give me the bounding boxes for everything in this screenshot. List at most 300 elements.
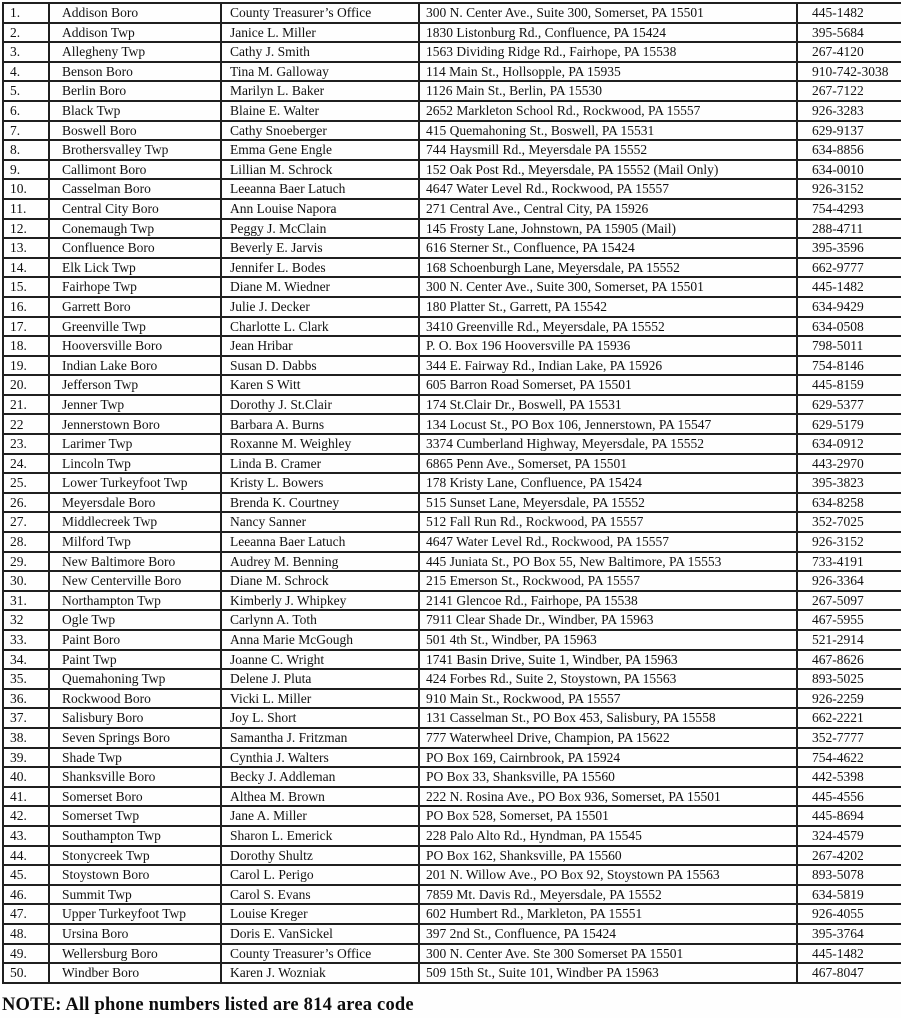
address-cell: 501 4th St., Windber, PA 15963 [419,630,797,650]
municipality-cell: Paint Boro [49,630,221,650]
municipality-cell: Hooversville Boro [49,336,221,356]
phone-cell: 445-4556 [797,787,901,807]
municipality-cell: Callimont Boro [49,160,221,180]
address-cell: PO Box 169, Cairnbrook, PA 15924 [419,748,797,768]
row-number-cell: 8. [3,140,49,160]
phone-cell: 926-3283 [797,101,901,121]
table-row [3,650,901,670]
phone-cell: 629-5377 [797,395,901,415]
row-number-cell: 47. [3,904,49,924]
municipality-cell: Brothersvalley Twp [49,140,221,160]
table-row [3,414,901,434]
municipality-cell: Summit Twp [49,885,221,905]
municipality-cell: Boswell Boro [49,121,221,141]
note-text: NOTE: All phone numbers listed are 814 area code [2,994,414,1015]
row-number-cell: 17. [3,317,49,337]
row-number-cell: 37. [3,708,49,728]
row-number-cell: 42. [3,806,49,826]
collector-name-cell: Jennifer L. Bodes [221,258,419,278]
phone-cell: 395-3596 [797,238,901,258]
phone-cell: 395-3764 [797,924,901,944]
phone-cell: 445-8159 [797,375,901,395]
address-cell: PO Box 528, Somerset, PA 15501 [419,806,797,826]
phone-cell: 926-4055 [797,904,901,924]
address-cell: 512 Fall Run Rd., Rockwood, PA 15557 [419,512,797,532]
municipality-cell: Meyersdale Boro [49,493,221,513]
collector-name-cell: Dorothy J. St.Clair [221,395,419,415]
address-cell: 228 Palo Alto Rd., Hyndman, PA 15545 [419,826,797,846]
table-row [3,219,901,239]
collector-name-cell: Barbara A. Burns [221,414,419,434]
tax-collector-table [2,2,901,984]
address-cell: 222 N. Rosina Ave., PO Box 936, Somerset, PA 15501 [419,787,797,807]
table-row [3,846,901,866]
address-cell: 178 Kristy Lane, Confluence, PA 15424 [419,473,797,493]
collector-name-cell: Jean Hribar [221,336,419,356]
row-number-cell: 38. [3,728,49,748]
municipality-cell: Southampton Twp [49,826,221,846]
municipality-cell: Quemahoning Twp [49,669,221,689]
row-number-cell: 26. [3,493,49,513]
collector-name-cell: Janice L. Miller [221,23,419,43]
table-row [3,336,901,356]
table-row [3,454,901,474]
table-row [3,258,901,278]
row-number-cell: 30. [3,571,49,591]
row-number-cell: 9. [3,160,49,180]
phone-cell: 754-4293 [797,199,901,219]
municipality-cell: Central City Boro [49,199,221,219]
row-number-cell: 7. [3,121,49,141]
row-number-cell: 29. [3,552,49,572]
address-cell: 3374 Cumberland Highway, Meyersdale, PA 15552 [419,434,797,454]
phone-cell: 893-5078 [797,865,901,885]
phone-cell: 467-8626 [797,650,901,670]
table-row [3,689,901,709]
address-cell: 114 Main St., Hollsopple, PA 15935 [419,62,797,82]
row-number-cell: 23. [3,434,49,454]
table-row [3,571,901,591]
phone-cell: 443-2970 [797,454,901,474]
table-row [3,121,901,141]
collector-name-cell: Beverly E. Jarvis [221,238,419,258]
table-row [3,748,901,768]
table-row [3,944,901,964]
address-cell: 3410 Greenville Rd., Meyersdale, PA 15552 [419,317,797,337]
collector-name-cell: Cathy J. Smith [221,42,419,62]
collector-name-cell: Anna Marie McGough [221,630,419,650]
collector-name-cell: County Treasurer’s Office [221,944,419,964]
table-row [3,3,901,23]
table-row [3,179,901,199]
address-cell: 344 E. Fairway Rd., Indian Lake, PA 15926 [419,356,797,376]
address-cell: 445 Juniata St., PO Box 55, New Baltimore, PA 15553 [419,552,797,572]
municipality-cell: Shade Twp [49,748,221,768]
phone-cell: 395-3823 [797,473,901,493]
collector-name-cell: Vicki L. Miller [221,689,419,709]
phone-cell: 267-7122 [797,81,901,101]
row-number-cell: 33. [3,630,49,650]
table-row [3,806,901,826]
collector-name-cell: Susan D. Dabbs [221,356,419,376]
phone-cell: 445-8694 [797,806,901,826]
table-row [3,473,901,493]
address-cell: 6865 Penn Ave., Somerset, PA 15501 [419,454,797,474]
collector-name-cell: Audrey M. Benning [221,552,419,572]
row-number-cell: 12. [3,219,49,239]
collector-name-cell: Jane A. Miller [221,806,419,826]
collector-name-cell: Leeanna Baer Latuch [221,179,419,199]
phone-cell: 267-4202 [797,846,901,866]
collector-name-cell: Joy L. Short [221,708,419,728]
row-number-cell: 36. [3,689,49,709]
collector-name-cell: Althea M. Brown [221,787,419,807]
address-cell: 7859 Mt. Davis Rd., Meyersdale, PA 15552 [419,885,797,905]
address-cell: 271 Central Ave., Central City, PA 15926 [419,199,797,219]
table-row [3,238,901,258]
collector-name-cell: Marilyn L. Baker [221,81,419,101]
row-number-cell: 34. [3,650,49,670]
municipality-cell: Somerset Twp [49,806,221,826]
municipality-cell: New Baltimore Boro [49,552,221,572]
table-row [3,787,901,807]
phone-cell: 634-0010 [797,160,901,180]
row-number-cell: 2. [3,23,49,43]
phone-cell: 288-4711 [797,219,901,239]
table-row [3,493,901,513]
address-cell: P. O. Box 196 Hooversville PA 15936 [419,336,797,356]
phone-cell: 352-7025 [797,512,901,532]
phone-cell: 521-2914 [797,630,901,650]
row-number-cell: 10. [3,179,49,199]
address-cell: 744 Haysmill Rd., Meyersdale PA 15552 [419,140,797,160]
municipality-cell: Upper Turkeyfoot Twp [49,904,221,924]
municipality-cell: Rockwood Boro [49,689,221,709]
address-cell: 1563 Dividing Ridge Rd., Fairhope, PA 15538 [419,42,797,62]
municipality-cell: Paint Twp [49,650,221,670]
address-cell: 134 Locust St., PO Box 106, Jennerstown, PA 15547 [419,414,797,434]
municipality-cell: Lincoln Twp [49,454,221,474]
phone-cell: 733-4191 [797,552,901,572]
table-row [3,23,901,43]
address-cell: 300 N. Center Ave., Suite 300, Somerset, PA 15501 [419,3,797,23]
collector-name-cell: Charlotte L. Clark [221,317,419,337]
phone-cell: 445-1482 [797,3,901,23]
collector-name-cell: Brenda K. Courtney [221,493,419,513]
municipality-cell: Middlecreek Twp [49,512,221,532]
address-cell: 145 Frosty Lane, Johnstown, PA 15905 (Mail) [419,219,797,239]
collector-name-cell: Joanne C. Wright [221,650,419,670]
address-cell: 1126 Main St., Berlin, PA 15530 [419,81,797,101]
address-cell: 397 2nd St., Confluence, PA 15424 [419,924,797,944]
phone-cell: 442-5398 [797,767,901,787]
municipality-cell: Seven Springs Boro [49,728,221,748]
row-number-cell: 40. [3,767,49,787]
collector-name-cell: Blaine E. Walter [221,101,419,121]
collector-name-cell: Tina M. Galloway [221,62,419,82]
table-row [3,434,901,454]
municipality-cell: Milford Twp [49,532,221,552]
row-number-cell: 16. [3,297,49,317]
phone-cell: 926-2259 [797,689,901,709]
table-row [3,610,901,630]
table-row [3,591,901,611]
address-cell: 509 15th St., Suite 101, Windber PA 15963 [419,963,797,983]
row-number-cell: 28. [3,532,49,552]
address-cell: 777 Waterwheel Drive, Champion, PA 15622 [419,728,797,748]
row-number-cell: 41. [3,787,49,807]
municipality-cell: Black Twp [49,101,221,121]
address-cell: 168 Schoenburgh Lane, Meyersdale, PA 15552 [419,258,797,278]
table-row [3,375,901,395]
address-cell: 4647 Water Level Rd., Rockwood, PA 15557 [419,532,797,552]
municipality-cell: Garrett Boro [49,297,221,317]
municipality-cell: Indian Lake Boro [49,356,221,376]
row-number-cell: 4. [3,62,49,82]
address-cell: 910 Main St., Rockwood, PA 15557 [419,689,797,709]
phone-cell: 445-1482 [797,944,901,964]
address-cell: 300 N. Center Ave., Suite 300, Somerset, PA 15501 [419,277,797,297]
table-row [3,885,901,905]
collector-name-cell: Cynthia J. Walters [221,748,419,768]
address-cell: 7911 Clear Shade Dr., Windber, PA 15963 [419,610,797,630]
phone-cell: 926-3152 [797,532,901,552]
scanned-document-page [0,2,901,1018]
collector-name-cell: Emma Gene Engle [221,140,419,160]
table-row [3,101,901,121]
municipality-cell: Ogle Twp [49,610,221,630]
phone-cell: 445-1482 [797,277,901,297]
collector-name-cell: Karen S Witt [221,375,419,395]
table-row [3,395,901,415]
row-number-cell: 35. [3,669,49,689]
collector-name-cell: Dorothy Shultz [221,846,419,866]
collector-name-cell: Samantha J. Fritzman [221,728,419,748]
phone-cell: 629-5179 [797,414,901,434]
municipality-cell: Jefferson Twp [49,375,221,395]
address-cell: 174 St.Clair Dr., Boswell, PA 15531 [419,395,797,415]
address-cell: PO Box 33, Shanksville, PA 15560 [419,767,797,787]
municipality-cell: Wellersburg Boro [49,944,221,964]
address-cell: 2652 Markleton School Rd., Rockwood, PA 15557 [419,101,797,121]
address-cell: 515 Sunset Lane, Meyersdale, PA 15552 [419,493,797,513]
phone-cell: 634-9429 [797,297,901,317]
row-number-cell: 15. [3,277,49,297]
collector-name-cell: Lillian M. Schrock [221,160,419,180]
municipality-cell: Lower Turkeyfoot Twp [49,473,221,493]
municipality-cell: Fairhope Twp [49,277,221,297]
collector-name-cell: Kristy L. Bowers [221,473,419,493]
table-row [3,904,901,924]
municipality-cell: Larimer Twp [49,434,221,454]
row-number-cell: 19. [3,356,49,376]
municipality-cell: Addison Boro [49,3,221,23]
collector-name-cell: Karen J. Wozniak [221,963,419,983]
row-number-cell: 45. [3,865,49,885]
address-cell: 4647 Water Level Rd., Rockwood, PA 15557 [419,179,797,199]
phone-cell: 324-4579 [797,826,901,846]
municipality-cell: Casselman Boro [49,179,221,199]
municipality-cell: Addison Twp [49,23,221,43]
phone-cell: 926-3152 [797,179,901,199]
phone-cell: 910-742-3038 [797,62,901,82]
municipality-cell: Stonycreek Twp [49,846,221,866]
address-cell: 215 Emerson St., Rockwood, PA 15557 [419,571,797,591]
row-number-cell: 21. [3,395,49,415]
phone-cell: 662-2221 [797,708,901,728]
row-number-cell: 5. [3,81,49,101]
phone-cell: 352-7777 [797,728,901,748]
phone-cell: 395-5684 [797,23,901,43]
row-number-cell: 20. [3,375,49,395]
phone-cell: 754-4622 [797,748,901,768]
municipality-cell: Greenville Twp [49,317,221,337]
municipality-cell: New Centerville Boro [49,571,221,591]
table-row [3,160,901,180]
municipality-cell: Jenner Twp [49,395,221,415]
table-row [3,767,901,787]
phone-cell: 662-9777 [797,258,901,278]
phone-cell: 926-3364 [797,571,901,591]
collector-name-cell: County Treasurer’s Office [221,3,419,23]
table-row [3,708,901,728]
row-number-cell: 6. [3,101,49,121]
row-number-cell: 22 [3,414,49,434]
collector-name-cell: Diane M. Schrock [221,571,419,591]
address-cell: 300 N. Center Ave. Ste 300 Somerset PA 15501 [419,944,797,964]
table-row [3,669,901,689]
address-cell: 602 Humbert Rd., Markleton, PA 15551 [419,904,797,924]
collector-name-cell: Linda B. Cramer [221,454,419,474]
phone-cell: 634-8856 [797,140,901,160]
table-row [3,552,901,572]
municipality-cell: Elk Lick Twp [49,258,221,278]
row-number-cell: 44. [3,846,49,866]
municipality-cell: Ursina Boro [49,924,221,944]
row-number-cell: 50. [3,963,49,983]
collector-name-cell: Diane M. Wiedner [221,277,419,297]
table-row [3,924,901,944]
municipality-cell: Windber Boro [49,963,221,983]
municipality-cell: Allegheny Twp [49,42,221,62]
phone-cell: 467-8047 [797,963,901,983]
municipality-cell: Shanksville Boro [49,767,221,787]
address-cell: 2141 Glencoe Rd., Fairhope, PA 15538 [419,591,797,611]
municipality-cell: Conemaugh Twp [49,219,221,239]
row-number-cell: 14. [3,258,49,278]
phone-cell: 467-5955 [797,610,901,630]
row-number-cell: 43. [3,826,49,846]
municipality-cell: Somerset Boro [49,787,221,807]
row-number-cell: 46. [3,885,49,905]
table-row [3,728,901,748]
collector-name-cell: Leeanna Baer Latuch [221,532,419,552]
table-row [3,356,901,376]
municipality-cell: Confluence Boro [49,238,221,258]
row-number-cell: 3. [3,42,49,62]
address-cell: 201 N. Willow Ave., PO Box 92, Stoystown PA 15563 [419,865,797,885]
table-row [3,42,901,62]
municipality-cell: Benson Boro [49,62,221,82]
collector-name-cell: Carol L. Perigo [221,865,419,885]
phone-cell: 634-5819 [797,885,901,905]
municipality-cell: Jennerstown Boro [49,414,221,434]
municipality-cell: Northampton Twp [49,591,221,611]
municipality-cell: Stoystown Boro [49,865,221,885]
collector-name-cell: Roxanne M. Weighley [221,434,419,454]
table-row [3,140,901,160]
table-row [3,81,901,101]
address-cell: 1741 Basin Drive, Suite 1, Windber, PA 15963 [419,650,797,670]
address-cell: 415 Quemahoning St., Boswell, PA 15531 [419,121,797,141]
table-body [3,3,901,983]
table-row [3,532,901,552]
table-row [3,199,901,219]
table-row [3,512,901,532]
table-row [3,865,901,885]
phone-cell: 634-8258 [797,493,901,513]
address-cell: 152 Oak Post Rd., Meyersdale, PA 15552 (Mail Only) [419,160,797,180]
row-number-cell: 27. [3,512,49,532]
address-cell: 424 Forbes Rd., Suite 2, Stoystown, PA 15563 [419,669,797,689]
phone-cell: 798-5011 [797,336,901,356]
row-number-cell: 13. [3,238,49,258]
table-row [3,630,901,650]
collector-name-cell: Ann Louise Napora [221,199,419,219]
collector-name-cell: Kimberly J. Whipkey [221,591,419,611]
table-row [3,297,901,317]
collector-name-cell: Peggy J. McClain [221,219,419,239]
address-cell: 605 Barron Road Somerset, PA 15501 [419,375,797,395]
address-cell: 616 Sterner St., Confluence, PA 15424 [419,238,797,258]
phone-cell: 634-0912 [797,434,901,454]
row-number-cell: 11. [3,199,49,219]
row-number-cell: 39. [3,748,49,768]
table-row [3,62,901,82]
municipality-cell: Salisbury Boro [49,708,221,728]
address-cell: 131 Casselman St., PO Box 453, Salisbury, PA 15558 [419,708,797,728]
row-number-cell: 24. [3,454,49,474]
collector-name-cell: Delene J. Pluta [221,669,419,689]
address-cell: 180 Platter St., Garrett, PA 15542 [419,297,797,317]
row-number-cell: 48. [3,924,49,944]
collector-name-cell: Louise Kreger [221,904,419,924]
phone-cell: 629-9137 [797,121,901,141]
collector-name-cell: Julie J. Decker [221,297,419,317]
phone-cell: 267-4120 [797,42,901,62]
table-row [3,826,901,846]
row-number-cell: 31. [3,591,49,611]
collector-name-cell: Becky J. Addleman [221,767,419,787]
phone-cell: 893-5025 [797,669,901,689]
municipality-cell: Berlin Boro [49,81,221,101]
collector-name-cell: Carlynn A. Toth [221,610,419,630]
row-number-cell: 32 [3,610,49,630]
collector-name-cell: Carol S. Evans [221,885,419,905]
address-cell: PO Box 162, Shanksville, PA 15560 [419,846,797,866]
collector-name-cell: Nancy Sanner [221,512,419,532]
phone-cell: 634-0508 [797,317,901,337]
table-row [3,277,901,297]
row-number-cell: 1. [3,3,49,23]
table-row [3,963,901,983]
phone-cell: 267-5097 [797,591,901,611]
collector-name-cell: Cathy Snoeberger [221,121,419,141]
address-cell: 1830 Listonburg Rd., Confluence, PA 15424 [419,23,797,43]
phone-cell: 754-8146 [797,356,901,376]
table-row [3,317,901,337]
row-number-cell: 25. [3,473,49,493]
